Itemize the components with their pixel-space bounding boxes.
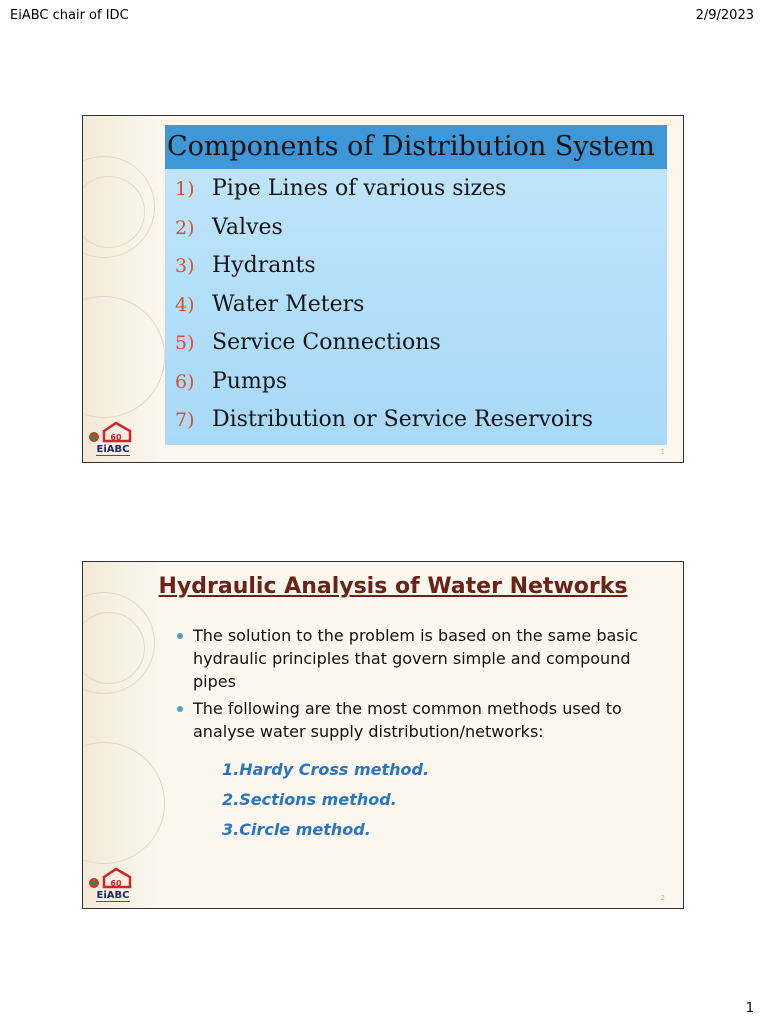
list-item: 6) Pumps xyxy=(175,368,288,394)
components-list xyxy=(175,170,593,440)
slide-title: Components of Distribution System xyxy=(165,125,667,169)
svg-text:60: 60 xyxy=(110,433,122,442)
list-item: The solution to the problem is based on the same basic hydraulic principles that govern simple and compound pipes xyxy=(177,624,647,693)
svg-text:60: 60 xyxy=(110,879,122,888)
list-item: 1.Hardy Cross method. xyxy=(222,760,430,779)
document-header-date: 2/9/2023 xyxy=(695,8,754,23)
list-item: 2.Sections method. xyxy=(222,790,397,809)
list-item: 2) Valves xyxy=(175,214,283,240)
bullet-dot-icon xyxy=(177,633,183,639)
slide-title: Hydraulic Analysis of Water Networks xyxy=(158,574,628,599)
slide-side-decoration xyxy=(83,116,161,462)
eiabc-logo-icon xyxy=(86,417,140,459)
slide-hydraulic-analysis xyxy=(82,561,684,909)
methods-list xyxy=(222,755,429,845)
list-item: 7) Distribution or Service Reservoirs xyxy=(175,407,593,432)
document-header-title: EiABC chair of IDC xyxy=(10,8,129,23)
eiabc-logo-icon xyxy=(86,863,140,905)
svg-text:EiABC: EiABC xyxy=(96,444,130,455)
slide-side-decoration xyxy=(83,562,161,908)
list-item: The following are the most common methods used to analyse water supply distribution/networks: xyxy=(177,697,647,743)
slide-number: 2 xyxy=(660,894,665,902)
list-item: 5) Service Connections xyxy=(175,330,441,355)
page-number: 1 xyxy=(745,1001,754,1016)
slide-number: 1 xyxy=(660,448,665,456)
bullet-dot-icon xyxy=(177,706,183,712)
svg-text:EiABC: EiABC xyxy=(96,890,130,901)
slide-components xyxy=(82,115,684,463)
list-item: 1) Pipe Lines of various sizes xyxy=(175,176,507,201)
list-item: 4) Water Meters xyxy=(175,291,365,317)
bullet-list xyxy=(177,624,647,747)
list-item: 3.Circle method. xyxy=(222,820,371,839)
list-item: 3) Hydrants xyxy=(175,253,316,278)
